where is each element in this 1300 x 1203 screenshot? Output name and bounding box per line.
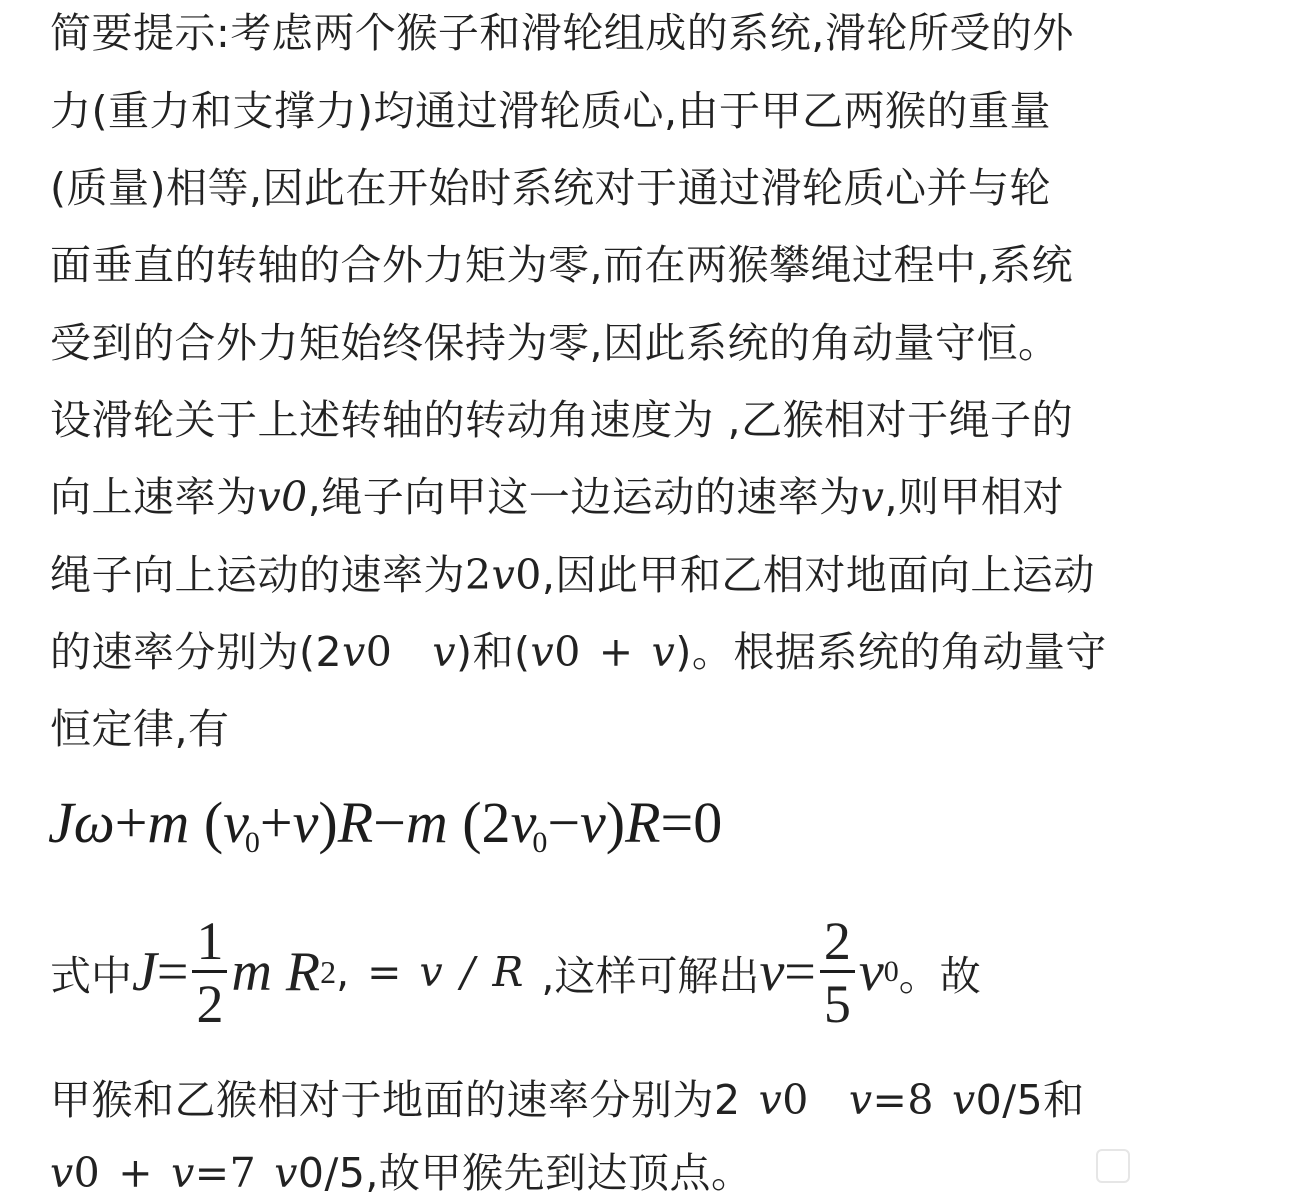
text-line-1: 简要提示:考虑两个猴子和滑轮组成的系统,滑轮所受的外 (50, 9, 1074, 57)
text-line-7: 向上速率为v0,绳子向甲这一边运动的速率为v,则甲相对 (50, 473, 1065, 521)
text-line-8: 绳子向上运动的速率为2v0,因此甲和乙相对地面向上运动 (50, 551, 1095, 599)
text-line-11: 甲猴和乙猴相对于地面的速率分别为2 v0 v=8 v0/5和 (50, 1076, 1085, 1124)
text-line-2: 力(重力和支撑力)均通过滑轮质心,由于甲乙两猴的重量 (50, 87, 1052, 135)
text-line-12: v0 + v=7 v0/5,故甲猴先到达顶点。 (50, 1149, 753, 1197)
text-line-6: 设滑轮关于上述转轴的转动角速度为 ,乙猴相对于绳子的 (50, 396, 1074, 444)
text-line-4: 面垂直的转轴的合外力矩为零,而在两猴攀绳过程中,系统 (50, 241, 1074, 289)
text-line-5: 受到的合外力矩始终保持为零,因此系统的角动量守恒。 (50, 319, 1060, 367)
fraction-two-fifths: $\frac{2}{5}$ (820, 914, 855, 1031)
text-line-10: 恒定律,有 (50, 705, 230, 753)
angular-momentum-equation: Jω+m $(v_0+v)R-m$ $(2v_0-v)R=0$ (48, 790, 723, 859)
fraction-one-half: $\frac{1}{2}$ (192, 914, 227, 1031)
text-line-9: 的速率分别为(2v0 v)和(v0 + v)。根据系统的角动量守 (50, 628, 1107, 676)
watermark-icon (1096, 1149, 1130, 1183)
text-line-3: (质量)相等,因此在开始时系统对于通过滑轮质心并与轮 (50, 164, 1052, 212)
formula-line: 式中 J = $\frac{1}{2}$ m R 2 , = v / R ,这样可解出 v = $\frac{2}{5}$ v 0 。故 (50, 910, 981, 1034)
